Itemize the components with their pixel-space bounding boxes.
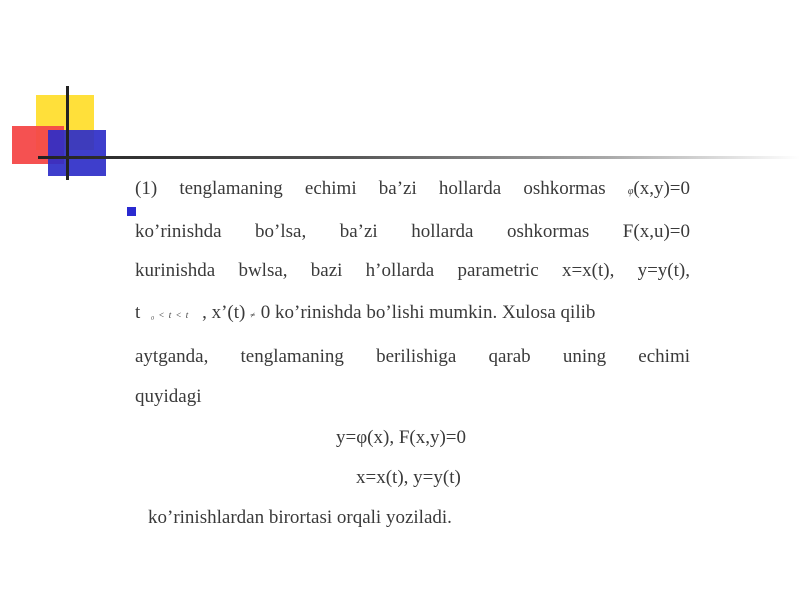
decor-horizontal-rule bbox=[38, 156, 800, 159]
line4-derivative: , x’(t) bbox=[202, 302, 246, 323]
closing-line bbox=[148, 507, 452, 529]
line1-equation: (x,y)=0 bbox=[633, 178, 690, 199]
formula-1 bbox=[336, 427, 466, 449]
formula-2 bbox=[356, 467, 461, 489]
line3-text: kurinishda bwlsa, bazi h’ollarda parametric x=x(t), y=y(t), bbox=[135, 260, 690, 281]
bullet-icon bbox=[127, 207, 136, 216]
line4-neq-symbol: ≠ bbox=[250, 310, 257, 320]
formula-1-text: y=φ(x), F(x,y)=0 bbox=[336, 427, 467, 448]
line6-text: quyidagi bbox=[135, 386, 202, 407]
line2-text: ko’rinishda bo’lsa, ba’zi hollarda oshkormas F(x,u)=0 bbox=[135, 221, 690, 242]
formula-2-text: x=x(t), y=y(t) bbox=[356, 467, 461, 488]
line1-text: (1) tenglamaning echimi ba’zi hollarda oshkormas bbox=[135, 178, 606, 199]
paragraph-line-6 bbox=[135, 386, 202, 408]
paragraph-line-3 bbox=[135, 260, 690, 282]
phi-symbol: φ bbox=[627, 186, 634, 197]
line4-range: ₀ < t < t bbox=[151, 310, 190, 320]
line5-text: aytganda, tenglamaning berilishiga qarab uning echimi bbox=[135, 346, 690, 367]
paragraph-line-5 bbox=[135, 346, 690, 368]
paragraph-line-2 bbox=[135, 221, 690, 243]
line4-text: 0 ko’rinishda bo’lishi mumkin. Xulosa qilib bbox=[260, 302, 596, 323]
decor-blue-square bbox=[48, 130, 106, 176]
decor-vertical-line bbox=[66, 86, 69, 180]
paragraph-line-1 bbox=[135, 178, 690, 200]
line4-t: t bbox=[135, 302, 141, 323]
paragraph-line-4 bbox=[135, 302, 595, 324]
closing-text: ko’rinishlardan birortasi orqali yoziladi. bbox=[148, 507, 452, 528]
